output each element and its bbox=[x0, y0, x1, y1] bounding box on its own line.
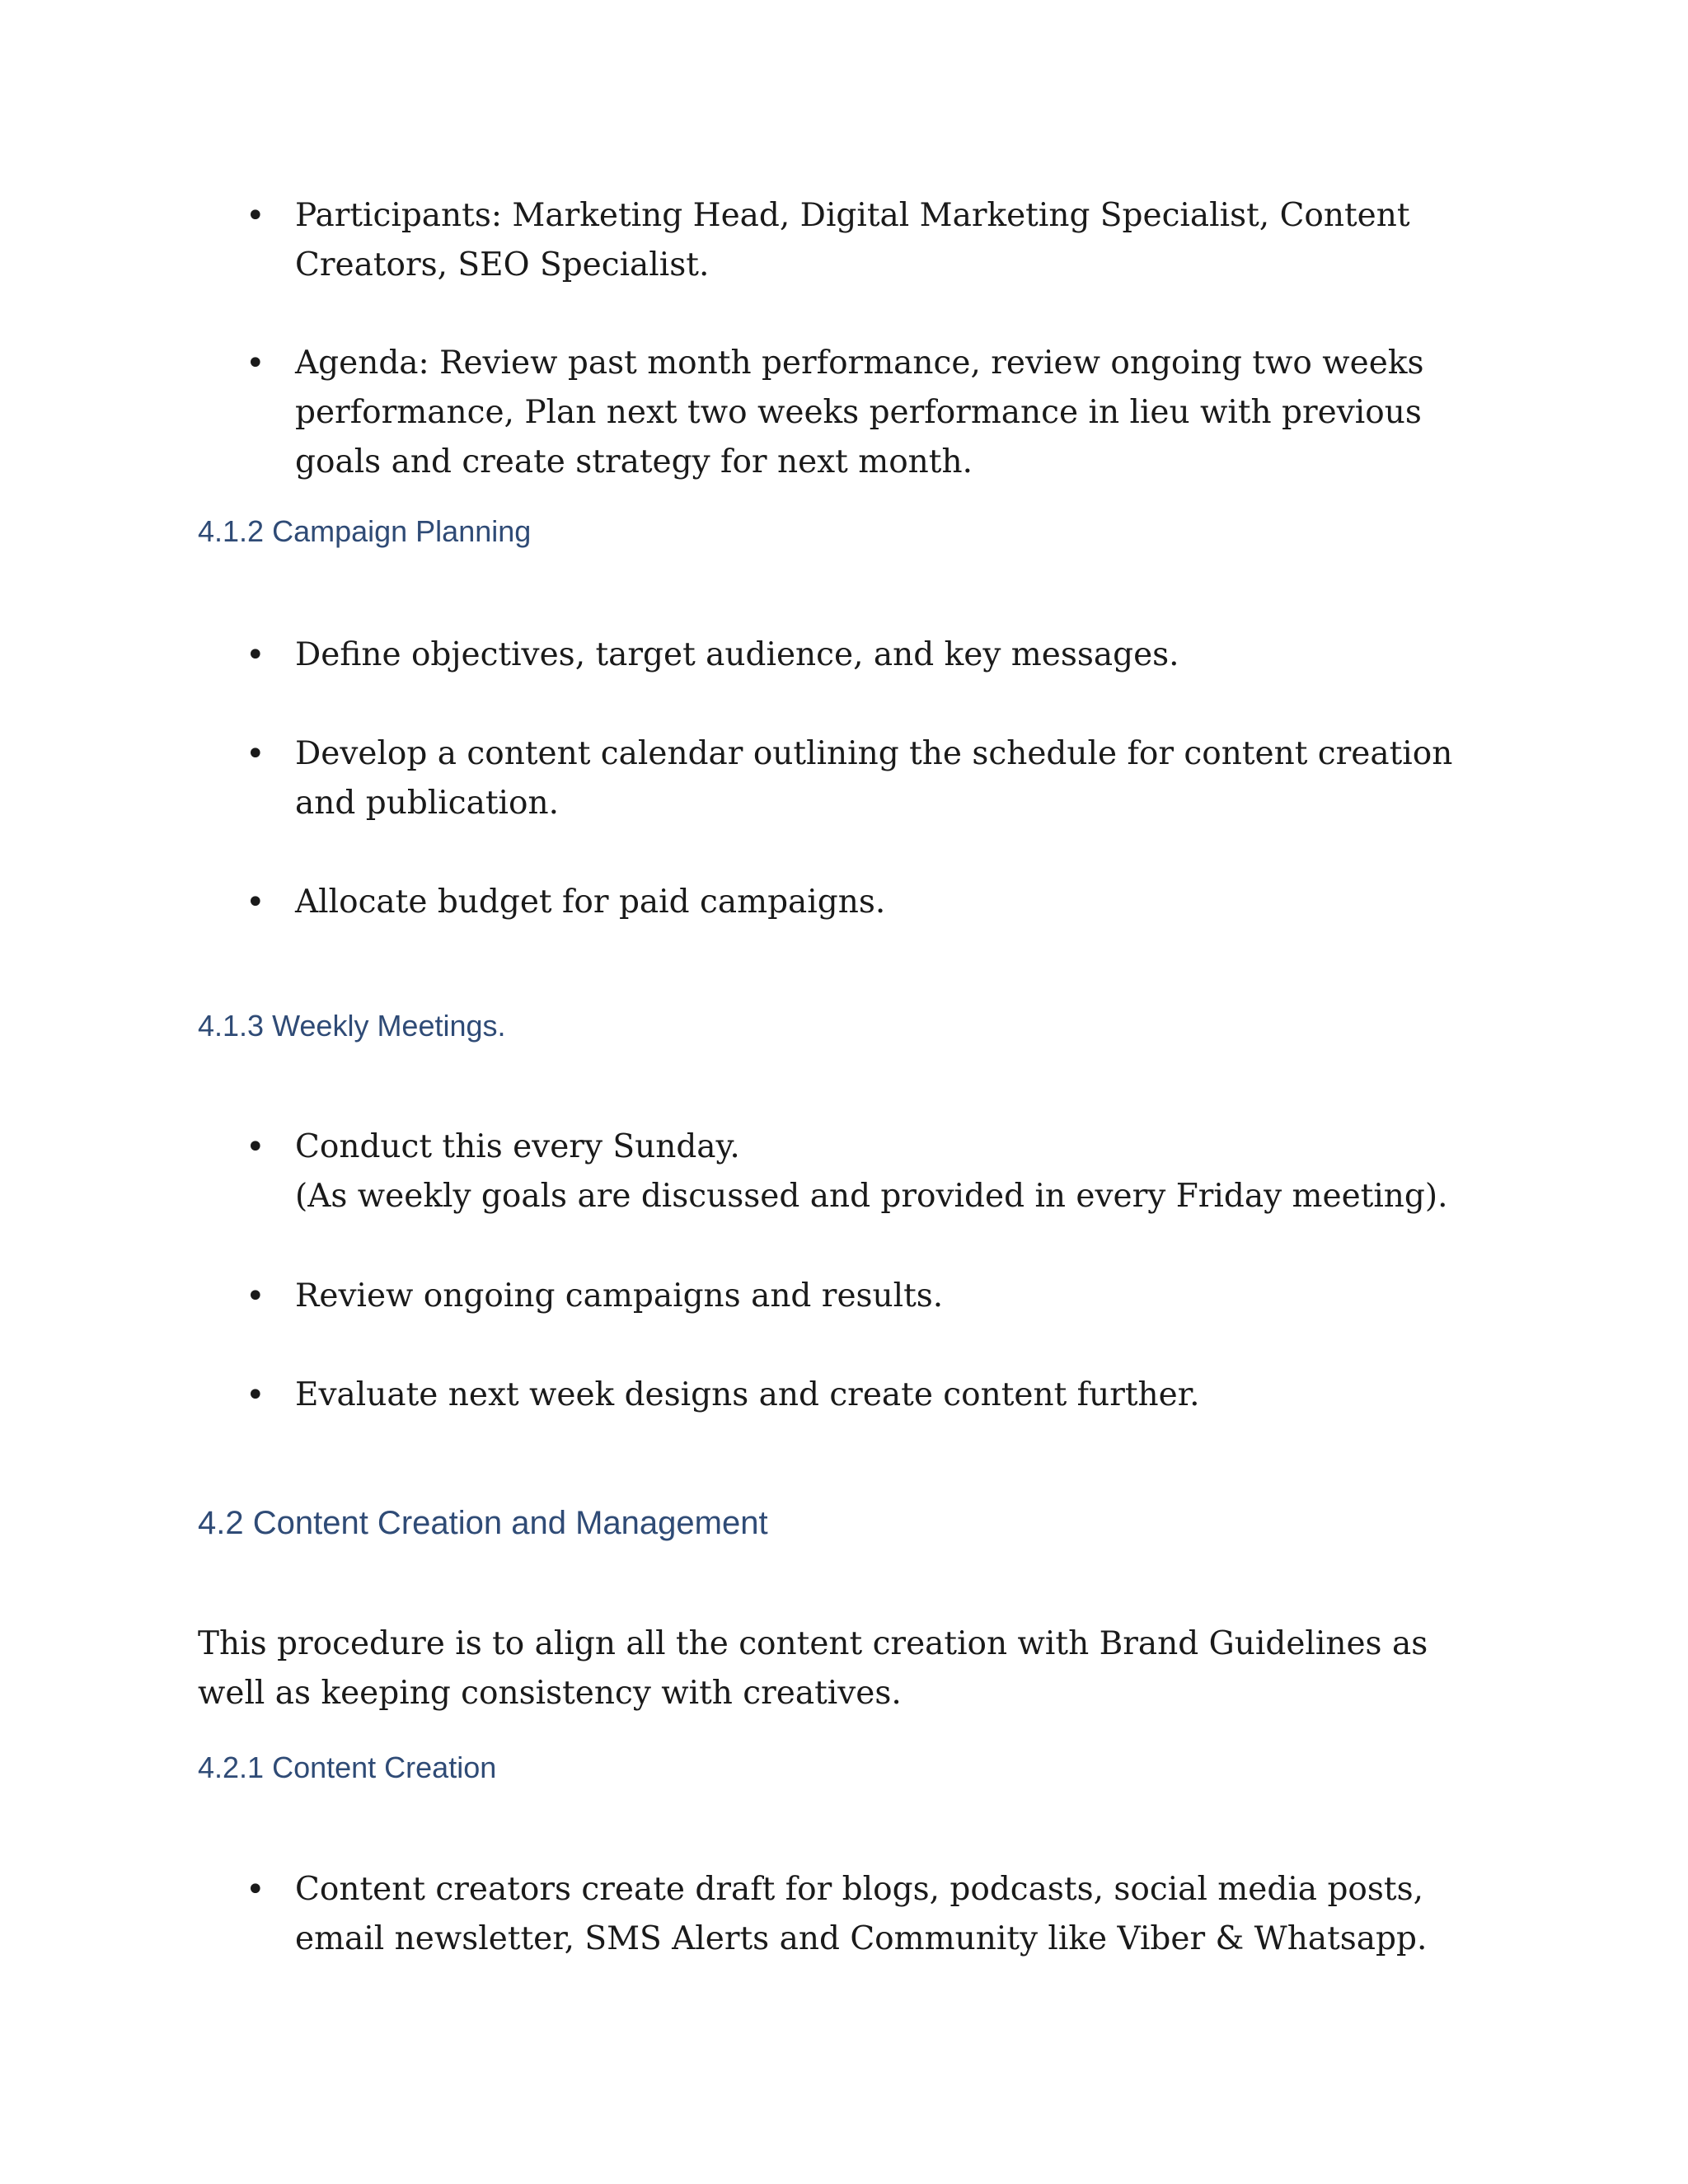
list-item bbox=[246, 878, 1498, 927]
list-item-text bbox=[295, 1122, 1498, 1221]
bullet-icon: • bbox=[246, 1277, 265, 1315]
list-item-text: Allocate budget for paid campaigns. bbox=[295, 883, 886, 921]
list-item-text: Develop a content calendar outlining the schedule for content creation and publication. bbox=[295, 735, 1453, 822]
list-item bbox=[246, 1371, 1498, 1420]
bullet-icon: • bbox=[246, 344, 265, 382]
list-item-text: Participants: Marketing Head, Digital Marketing Specialist, Content Creators, SEO Specialist. bbox=[295, 197, 1410, 284]
bullet-icon: • bbox=[246, 636, 265, 674]
list-item bbox=[246, 191, 1498, 290]
list-item bbox=[246, 729, 1498, 828]
bullet-icon: • bbox=[246, 1871, 265, 1909]
section-heading: 4.1.2 Campaign Planning bbox=[198, 514, 532, 548]
bullet-icon: • bbox=[246, 197, 265, 235]
list-item bbox=[246, 630, 1498, 680]
list-item-text: Evaluate next week designs and create content further. bbox=[295, 1376, 1200, 1413]
bullet-icon: • bbox=[246, 1128, 265, 1166]
paragraph: This procedure is to align all the content creation with Brand Guidelines as well as keeping consistency with creatives. bbox=[198, 1625, 1428, 1712]
list-item-text: Define objectives, target audience, and key messages. bbox=[295, 636, 1179, 673]
list-item-subtext: (As weekly goals are discussed and provided in every Friday meeting). bbox=[295, 1178, 1448, 1215]
section-heading: 4.1.3 Weekly Meetings. bbox=[198, 1009, 506, 1043]
list-item bbox=[246, 1272, 1498, 1321]
list-item bbox=[246, 339, 1498, 487]
list-item bbox=[246, 1865, 1498, 1964]
bullet-icon: • bbox=[246, 735, 265, 773]
section-heading: 4.2.1 Content Creation bbox=[198, 1750, 497, 1784]
list-item bbox=[246, 1122, 1498, 1221]
bullet-icon: • bbox=[246, 883, 265, 921]
list-item-text: Content creators create draft for blogs, podcasts, social media posts, email newsletter, SMS Alerts and Community like Viber & Whatsapp. bbox=[295, 1871, 1428, 1957]
list-item-main-text: Conduct this every Sunday. bbox=[295, 1128, 740, 1165]
bullet-icon: • bbox=[246, 1376, 265, 1414]
list-item-text: Review ongoing campaigns and results. bbox=[295, 1277, 944, 1315]
section-heading: 4.2 Content Creation and Management bbox=[198, 1505, 768, 1541]
list-item-text: Agenda: Review past month performance, review ongoing two weeks performance, Plan next two weeks performance in lieu with previous goals and create strategy for next month. bbox=[295, 344, 1424, 480]
